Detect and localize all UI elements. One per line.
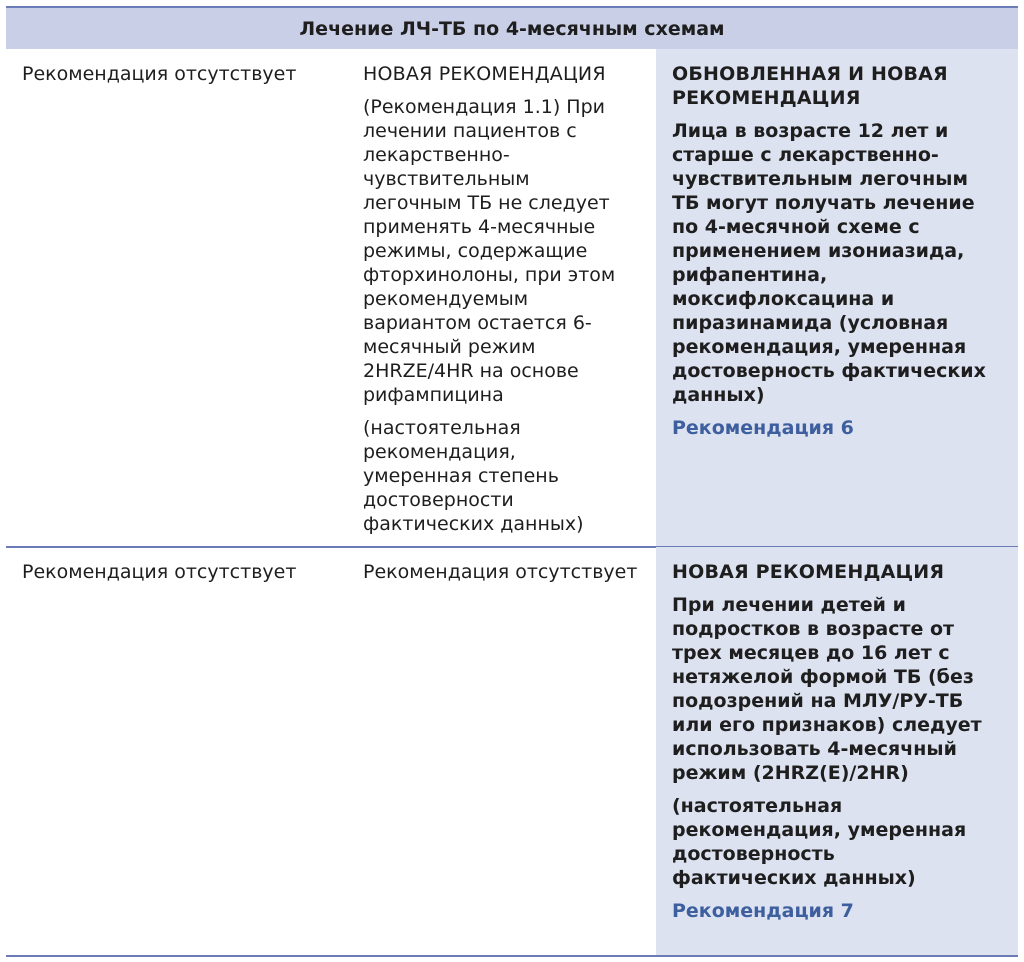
recommendation-heading: ОБНОВЛЕННАЯ И НОВАЯ РЕКОМЕНДАЦИЯ	[672, 63, 948, 109]
previous-recommendation-cell	[6, 547, 360, 956]
recommendation-strength: (настоятельная рекомендация, умеренная степень достоверности фактических данных)	[363, 417, 584, 535]
no-recommendation-text: Рекомендация отсутствует	[363, 561, 638, 583]
previous-recommendation-cell	[6, 49, 360, 547]
recommendation-heading: НОВАЯ РЕКОМЕНДАЦИЯ	[672, 561, 945, 583]
table-row	[6, 547, 1018, 956]
interim-recommendation-cell	[360, 49, 656, 547]
recommendation-strength: (настоятельная рекомендация, умеренная достоверность фактических данных)	[672, 795, 967, 889]
recommendation-body: При лечении детей и подростков в возрасте от трех месяцев до 16 лет с нетяжелой формой ТБ (без подозрений на МЛУ/РУ-ТБ или его признаков) следует использовать 4-месячный режим (2HRZ(E)/2HR)	[672, 594, 982, 784]
current-recommendation-cell	[656, 49, 1018, 547]
interim-recommendation-cell	[360, 547, 656, 956]
recommendation-body: Лица в возрасте 12 лет и старше с лекарственно-чувствительным легочным ТБ могут получать лечение по 4-месячной схеме с применением изониазида, рифапентина, моксифлоксацина и пиразинамида (условная рекомендация, умеренная достоверность фактических данных)	[672, 120, 986, 406]
recommendation-reference: Рекомендация 7	[672, 900, 854, 922]
recommendation-reference: Рекомендация 6	[672, 417, 854, 439]
current-recommendation-cell	[656, 547, 1018, 956]
no-recommendation-text: Рекомендация отсутствует	[22, 561, 297, 583]
no-recommendation-text: Рекомендация отсутствует	[22, 63, 297, 85]
table-row	[6, 49, 1018, 547]
recommendation-body: (Рекомендация 1.1) При лечении пациентов с лекарственно-чувствительным легочным ТБ не следует применять 4-месячные режимы, содержащие фторхинолоны, при этом рекомендуемым вариантом остается 6-месячный режим 2HRZE/4HR на основе рифампицина	[363, 96, 616, 406]
table-title: Лечение ЛЧ-ТБ по 4-месячным схемам	[6, 6, 1018, 49]
row-divider	[6, 955, 1018, 957]
recommendation-heading: НОВАЯ РЕКОМЕНДАЦИЯ	[363, 63, 606, 85]
